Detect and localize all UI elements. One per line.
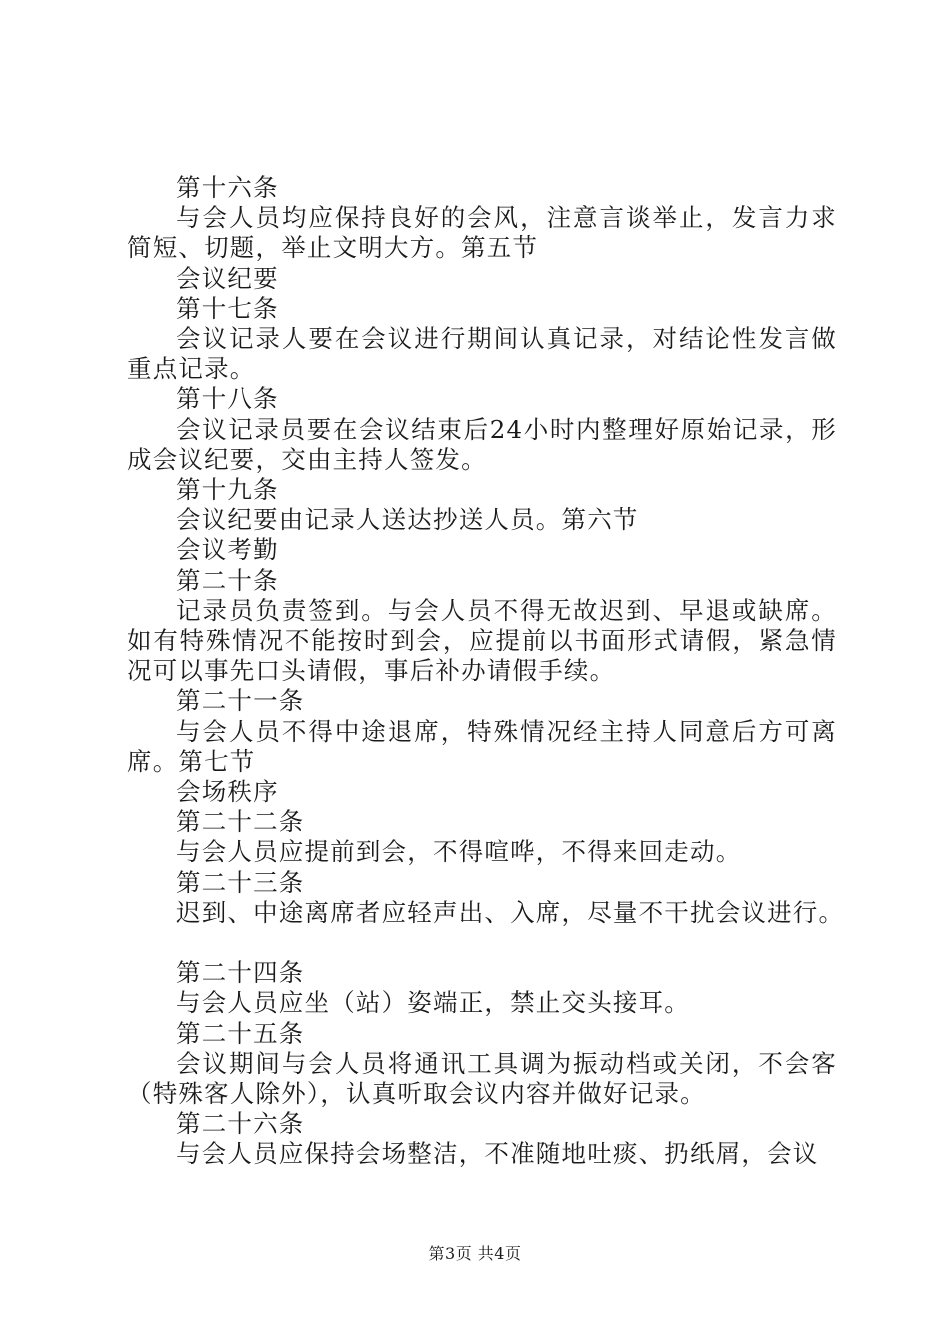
paragraph: 第二十二条 <box>176 807 305 837</box>
paragraph: 会议纪要由记录人送达抄送人员。第六节 <box>176 505 639 535</box>
paragraph: 与会人员均应保持良好的会风，注意言谈举止，发言力求简短、切题，举止文明大方。第五节 <box>127 203 837 263</box>
paragraph: 会议纪要 <box>176 263 279 293</box>
paragraph: 第二十六条 <box>176 1109 305 1139</box>
paragraph: 第十八条 <box>176 384 279 414</box>
paragraph: 第二十四条 <box>176 958 305 988</box>
paragraph: 与会人员应保持会场整洁，不准随地吐痰、扔纸屑，会议 <box>176 1139 819 1169</box>
paragraph: 第二十五条 <box>176 1018 305 1048</box>
paragraph: 与会人员不得中途退席，特殊情况经主持人同意后方可离席。第七节 <box>127 716 837 776</box>
paragraph: 迟到、中途离席者应轻声出、入席，尽量不干扰会议进行。 <box>176 897 845 927</box>
paragraph: 会议记录人要在会议进行期间认真记录，对结论性发言做重点记录。 <box>127 324 837 384</box>
paragraph: 与会人员应坐（站）姿端正，禁止交头接耳。 <box>176 988 690 1018</box>
paragraph: 第十九条 <box>176 475 279 505</box>
page-footer: 第3页 共4页 <box>428 1244 522 1263</box>
paragraph: 会议考勤 <box>176 535 279 565</box>
paragraph: 第二十条 <box>176 565 279 595</box>
paragraph: 与会人员应提前到会，不得喧哗，不得来回走动。 <box>176 837 742 867</box>
paragraph: 会场秩序 <box>176 777 279 807</box>
paragraph: 会议记录员要在会议结束后24小时内整理好原始记录，形成会议纪要，交由主持人签发。 <box>127 414 837 474</box>
paragraph: 记录员负责签到。与会人员不得无故迟到、早退或缺席。如有特殊情况不能按时到会，应提前以书面形式请假，紧急情况可以事先口头请假，事后补办请假手续。 <box>127 595 837 686</box>
document-body <box>127 173 845 1170</box>
paragraph: 第二十三条 <box>176 867 305 897</box>
blank-line <box>127 928 837 958</box>
paragraph: 第二十一条 <box>176 686 305 716</box>
paragraph: 第十六条 <box>176 173 279 202</box>
paragraph: 会议期间与会人员将通讯工具调为振动档或关闭，不会客（特殊客人除外），认真听取会议内容并做好记录。 <box>127 1048 837 1109</box>
paragraph: 第十七条 <box>176 293 279 323</box>
